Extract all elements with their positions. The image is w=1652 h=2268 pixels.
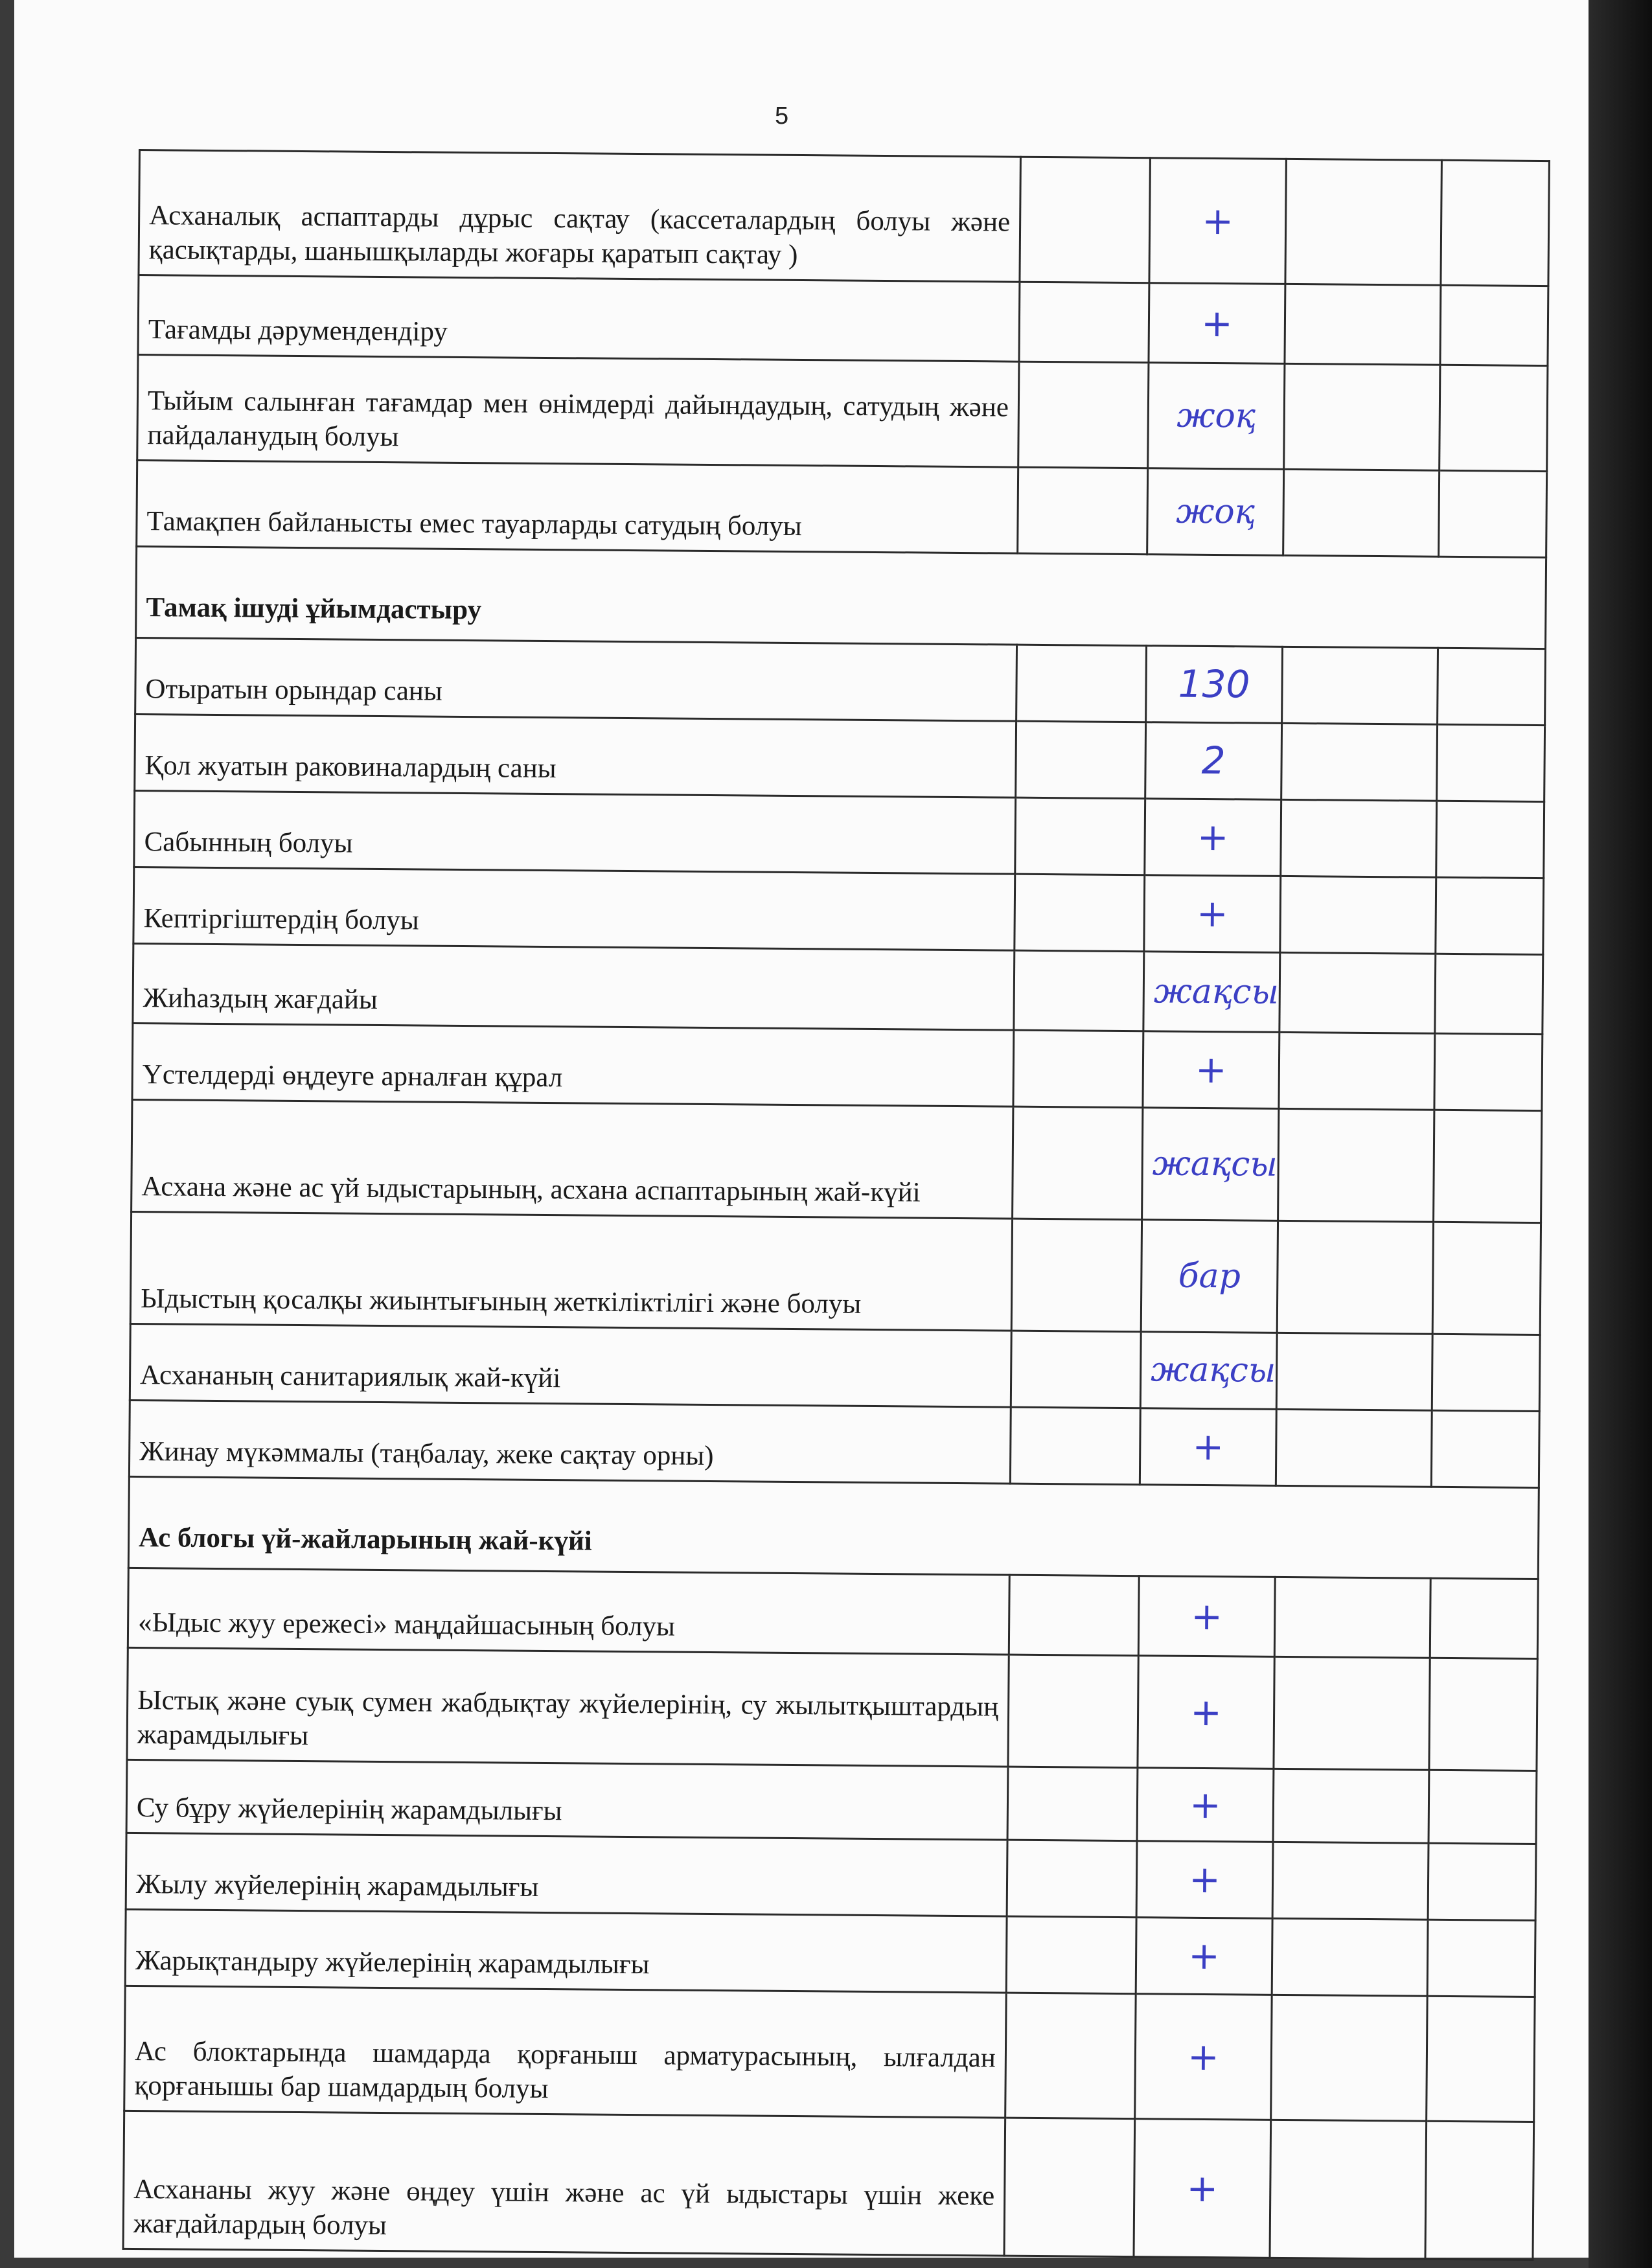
- section-header-row: [136, 546, 1546, 648]
- checklist-row: [135, 714, 1545, 801]
- section-header-row: [128, 1476, 1539, 1579]
- item-label: Тыйым салынған тағамдар мен өнімдерді дайындаудың, сатудың және пайдаланудың болуы: [137, 355, 1019, 468]
- empty-cell: [1284, 363, 1440, 470]
- checklist-row: [139, 150, 1549, 286]
- empty-cell: [1434, 1033, 1543, 1110]
- empty-cell: [1440, 365, 1548, 471]
- empty-cell: [1430, 1578, 1538, 1658]
- empty-cell: [1011, 1219, 1141, 1332]
- empty-cell: [1440, 285, 1548, 365]
- handwritten-mark: бар: [1141, 1220, 1278, 1333]
- item-label: Асхана және ас үй ыдыстарының, асхана аспаптарының жай-күйі: [132, 1099, 1013, 1219]
- checklist-row: [128, 1568, 1538, 1658]
- item-label: Асхананы жуу және өңдеу үшін және ас үй ыдыстары үшін жеке жағдайлардың болуы: [123, 2111, 1005, 2256]
- empty-cell: [1282, 647, 1438, 724]
- checklist-row: [138, 275, 1548, 366]
- empty-cell: [1441, 160, 1550, 286]
- empty-cell: [1427, 1996, 1535, 2122]
- empty-cell: [1276, 1333, 1432, 1410]
- checklist-row: [134, 790, 1544, 878]
- empty-cell: [1277, 1220, 1433, 1334]
- empty-cell: [1005, 1993, 1136, 2119]
- item-label: Ыдыстың қосалқы жиынтығының жеткіліктілігі және болуы: [130, 1211, 1012, 1331]
- handwritten-mark: +: [1136, 1918, 1272, 1995]
- empty-cell: [1434, 1110, 1542, 1222]
- checklist-row: [133, 867, 1544, 954]
- checklist-row: [127, 1647, 1537, 1770]
- item-label: Қол жуатын раковиналардың саны: [135, 714, 1016, 797]
- empty-cell: [1015, 874, 1145, 952]
- item-label: Тамақпен байланысты емес тауарларды сатудың болуы: [137, 460, 1018, 553]
- checklist-row: [129, 1400, 1539, 1487]
- item-label: Кептіргіштердің болуы: [133, 867, 1015, 950]
- empty-cell: [1425, 2121, 1534, 2260]
- handwritten-mark: +: [1138, 1576, 1275, 1657]
- empty-cell: [1437, 724, 1545, 801]
- empty-cell: [1436, 801, 1544, 878]
- handwritten-mark: +: [1144, 875, 1281, 953]
- checklist-row: [135, 637, 1546, 725]
- checklist-row: [137, 460, 1547, 557]
- checklist-row: [132, 1023, 1543, 1110]
- checklist-row: [126, 1833, 1536, 1920]
- checklist-row: [126, 1759, 1537, 1844]
- empty-cell: [1428, 1843, 1536, 1920]
- empty-cell: [1271, 1995, 1428, 2121]
- checklist-row: [133, 943, 1543, 1034]
- handwritten-mark: +: [1138, 1656, 1274, 1769]
- checklist-row: [125, 1909, 1535, 1997]
- handwritten-mark: 130: [1146, 646, 1283, 724]
- empty-cell: [1018, 467, 1148, 555]
- empty-cell: [1006, 1916, 1136, 1994]
- empty-cell: [1285, 159, 1442, 285]
- checklist-row: [124, 1986, 1535, 2122]
- item-label: Сабынның болуы: [134, 790, 1016, 874]
- checklist-row: [137, 355, 1548, 472]
- empty-cell: [1270, 2120, 1427, 2259]
- handwritten-mark: +: [1135, 1994, 1272, 2120]
- empty-cell: [1020, 157, 1151, 283]
- empty-cell: [1016, 645, 1147, 722]
- handwritten-mark: +: [1149, 158, 1287, 284]
- item-label: «Ыдыс жуу ережесі» маңдайшасының болуы: [128, 1568, 1009, 1655]
- empty-cell: [1019, 282, 1149, 363]
- empty-cell: [1428, 1770, 1537, 1844]
- empty-cell: [1274, 1577, 1430, 1658]
- handwritten-mark: жоқ: [1147, 468, 1284, 556]
- item-label: Жиһаздың жағдайы: [133, 943, 1015, 1030]
- item-label: Жылу жүйелерінің жарамдылығы: [126, 1833, 1007, 1916]
- section-title: Тамақ ішуді ұйымдастыру: [136, 546, 1546, 648]
- item-label: Ыстық және суық сумен жабдықтау жүйелерінің, су жылытқыштардың жарамдылығы: [127, 1647, 1009, 1767]
- item-label: Су бұру жүйелерінің жарамдылығы: [126, 1759, 1008, 1840]
- empty-cell: [1016, 721, 1146, 799]
- empty-cell: [1015, 797, 1145, 875]
- empty-cell: [1273, 1769, 1429, 1843]
- empty-cell: [1279, 952, 1436, 1033]
- handwritten-mark: +: [1137, 1768, 1274, 1842]
- empty-cell: [1435, 954, 1543, 1034]
- empty-cell: [1438, 648, 1546, 725]
- item-label: Асхананың санитариялық жай-күйі: [130, 1323, 1011, 1407]
- empty-cell: [1272, 1842, 1428, 1919]
- empty-cell: [1009, 1575, 1139, 1656]
- empty-cell: [1274, 1656, 1430, 1770]
- item-label: Асханалық аспаптарды дұрыс сақтау (кассеталардың болуы және қасықтарды, шанышқыларды жоғары қаратып сақтау ): [139, 150, 1020, 282]
- checklist-row: [123, 2111, 1534, 2260]
- handwritten-mark: жақсы: [1143, 952, 1280, 1033]
- empty-cell: [1429, 1658, 1537, 1770]
- empty-cell: [1011, 1331, 1141, 1408]
- empty-cell: [1283, 469, 1440, 556]
- checklist-table: [122, 149, 1550, 2261]
- empty-cell: [1427, 1919, 1535, 1997]
- handwritten-mark: +: [1134, 2119, 1271, 2258]
- empty-cell: [1279, 1032, 1435, 1110]
- empty-cell: [1007, 1840, 1137, 1918]
- checklist-row: [132, 1099, 1542, 1222]
- item-label: Тағамды дәрумендендіру: [138, 275, 1020, 362]
- empty-cell: [1432, 1334, 1540, 1411]
- handwritten-mark: +: [1140, 1408, 1276, 1486]
- empty-cell: [1013, 1106, 1143, 1220]
- handwritten-mark: жақсы: [1140, 1332, 1277, 1410]
- item-label: Жарықтандыру жүйелерінің жарамдылығы: [125, 1909, 1007, 1993]
- section-title: Ас блогы үй-жайларының жай-күйі: [128, 1476, 1539, 1579]
- handwritten-mark: 2: [1145, 722, 1282, 800]
- checklist-body: [123, 150, 1549, 2260]
- item-label: Үстелдерді өңдеуге арналған құрал: [132, 1023, 1014, 1106]
- empty-cell: [1010, 1407, 1140, 1485]
- empty-cell: [1013, 1030, 1143, 1108]
- empty-cell: [1439, 470, 1547, 557]
- item-label: Ас блоктарында шамдарда қорғаныш арматурасының, ылғалдан қорғанышы бар шамдардың болуы: [124, 1986, 1006, 2118]
- empty-cell: [1278, 1108, 1434, 1222]
- handwritten-mark: +: [1136, 1841, 1273, 1919]
- empty-cell: [1007, 1767, 1138, 1841]
- checklist-row: [130, 1323, 1540, 1411]
- item-label: Жинау мүкәммалы (таңбалау, жеке сақтау орны): [129, 1400, 1011, 1483]
- scan-edge: [1589, 0, 1652, 2268]
- handwritten-mark: +: [1149, 283, 1285, 364]
- empty-cell: [1436, 877, 1544, 954]
- empty-cell: [1276, 1409, 1432, 1487]
- empty-cell: [1281, 799, 1437, 877]
- page-number: 5: [775, 102, 789, 130]
- empty-cell: [1285, 284, 1441, 365]
- empty-cell: [1272, 1918, 1428, 1996]
- empty-cell: [1014, 950, 1144, 1031]
- empty-cell: [1281, 723, 1438, 801]
- checklist-row: [130, 1211, 1541, 1334]
- empty-cell: [1004, 2118, 1135, 2257]
- empty-cell: [1280, 876, 1436, 954]
- item-label: Отыратын орындар саны: [135, 637, 1017, 721]
- empty-cell: [1432, 1222, 1541, 1334]
- handwritten-mark: +: [1145, 799, 1281, 876]
- handwritten-mark: +: [1143, 1031, 1279, 1109]
- empty-cell: [1431, 1410, 1539, 1487]
- empty-cell: [1008, 1655, 1138, 1768]
- empty-cell: [1018, 361, 1149, 468]
- handwritten-mark: жақсы: [1142, 1108, 1279, 1221]
- handwritten-mark: жоқ: [1148, 363, 1285, 470]
